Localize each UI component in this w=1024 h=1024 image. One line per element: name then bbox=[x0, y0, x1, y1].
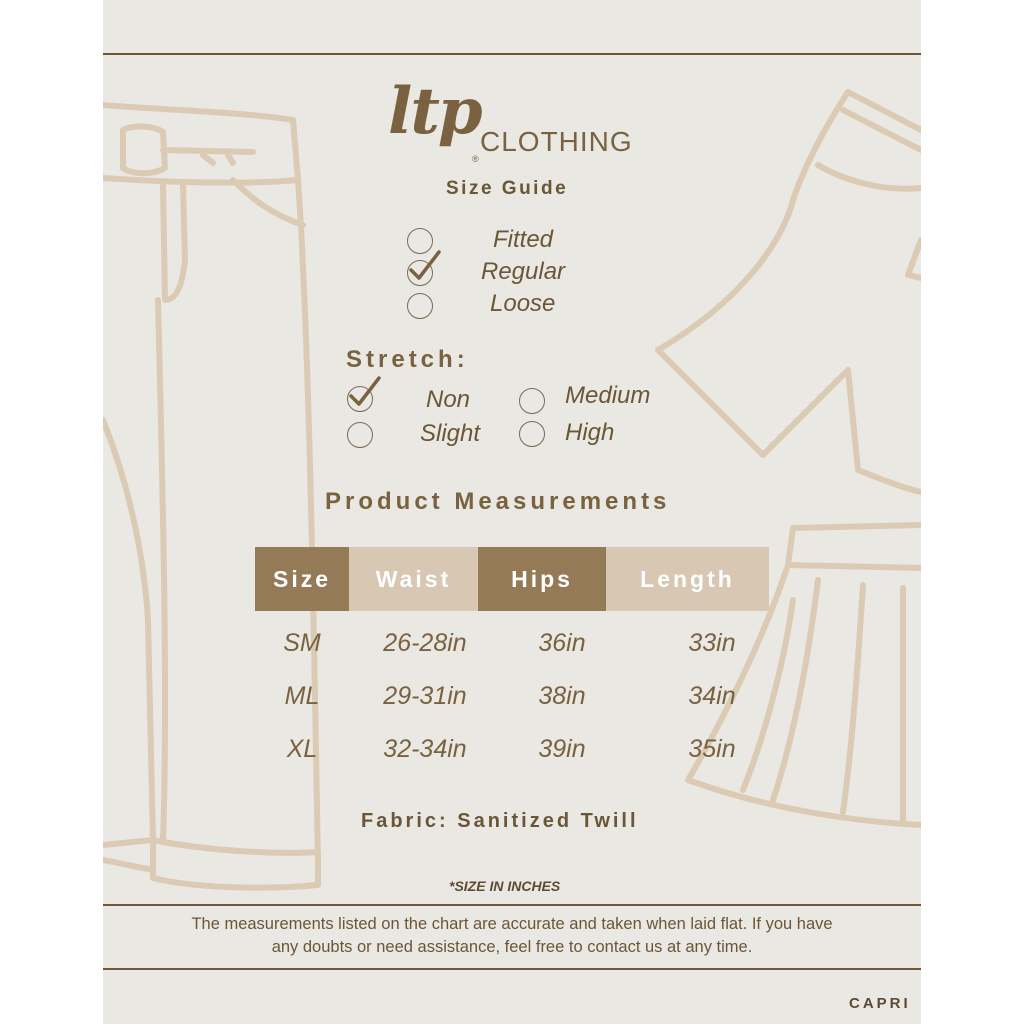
table-cell-length: 35in bbox=[688, 735, 736, 763]
table-cell-size: SM bbox=[283, 629, 321, 657]
column-header-size: Size bbox=[255, 547, 349, 611]
table-cell-waist: 29-31in bbox=[383, 682, 467, 710]
table-cell-size: ML bbox=[284, 682, 320, 710]
brand-logo-mark: ltp bbox=[388, 74, 481, 149]
table-cell-waist: 26-28in bbox=[383, 629, 467, 657]
column-header-length: Length bbox=[606, 547, 769, 611]
stretch-slight-checkbox bbox=[347, 422, 373, 448]
checkmark-icon bbox=[405, 248, 445, 288]
divider bbox=[103, 904, 921, 906]
stretch-option-label: High bbox=[565, 419, 615, 446]
measurements-heading: Product Measurements bbox=[325, 488, 671, 515]
size-unit-note: *SIZE IN INCHES bbox=[449, 878, 561, 894]
shirt-sketch bbox=[658, 92, 921, 492]
table-cell-hips: 36in bbox=[538, 629, 586, 657]
fit-loose-checkbox bbox=[407, 293, 433, 319]
table-cell-waist: 32-34in bbox=[383, 735, 467, 763]
fit-option-label: Fitted bbox=[493, 226, 554, 253]
top-divider bbox=[103, 53, 921, 55]
product-code-label: CAPRI bbox=[849, 995, 911, 1012]
stretch-option-label: Non bbox=[426, 386, 471, 413]
disclaimer-line: The measurements listed on the chart are accurate and taken when laid flat. If you have bbox=[191, 915, 833, 933]
disclaimer-line: any doubts or need assistance, feel free to contact us at any time. bbox=[271, 938, 753, 956]
registered-mark: ® bbox=[472, 154, 479, 164]
brand-wordmark: CLOTHING bbox=[480, 126, 633, 157]
stretch-heading: Stretch: bbox=[346, 346, 469, 373]
fit-option-label: Loose bbox=[490, 290, 556, 317]
column-header-waist: Waist bbox=[349, 547, 478, 611]
table-cell-size: XL bbox=[286, 735, 318, 763]
page-subtitle: Size Guide bbox=[446, 178, 569, 199]
column-header-hips: Hips bbox=[478, 547, 606, 611]
stretch-option-label: Medium bbox=[565, 382, 651, 409]
disclaimer-text bbox=[103, 913, 921, 959]
fabric-label: Fabric: Sanitized Twill bbox=[361, 810, 639, 832]
divider bbox=[103, 968, 921, 970]
stretch-high-checkbox bbox=[519, 421, 545, 447]
size-guide-panel bbox=[103, 0, 921, 1024]
stretch-medium-checkbox bbox=[519, 388, 545, 414]
table-cell-hips: 39in bbox=[538, 735, 586, 763]
fit-option-label: Regular bbox=[481, 258, 566, 285]
table-cell-hips: 38in bbox=[538, 682, 586, 710]
skirt-sketch bbox=[788, 525, 921, 568]
stretch-option-label: Slight bbox=[420, 420, 481, 447]
checkmark-icon bbox=[345, 374, 385, 414]
table-cell-length: 33in bbox=[688, 629, 736, 657]
table-cell-length: 34in bbox=[688, 682, 736, 710]
